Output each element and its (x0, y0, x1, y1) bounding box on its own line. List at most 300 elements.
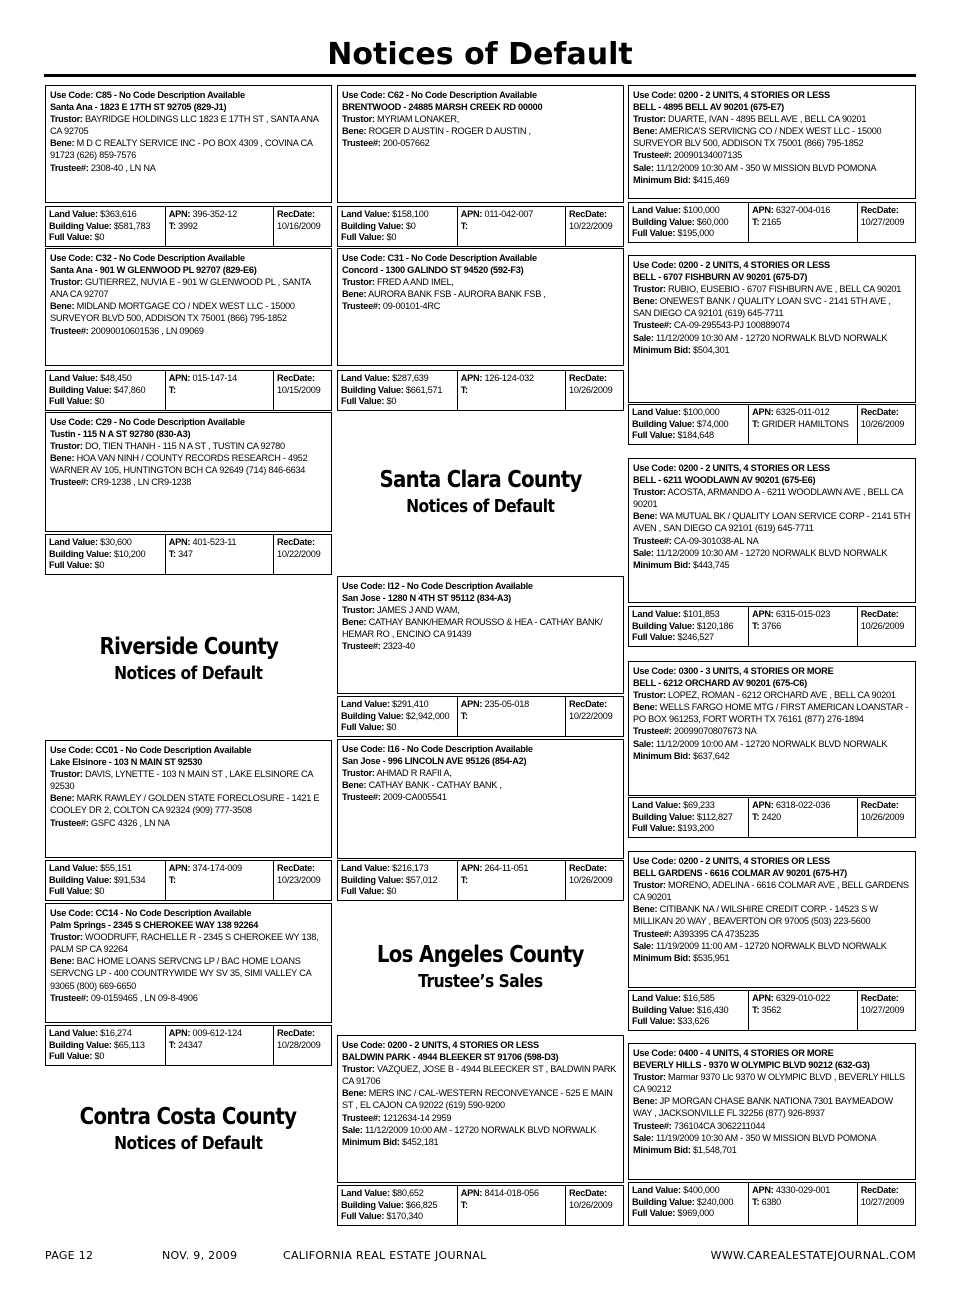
value-cell (166, 861, 274, 900)
rec-date: 10/16/2009 (276, 220, 321, 231)
value-row (337, 206, 624, 247)
full-value-line (341, 232, 454, 244)
value-row (628, 1182, 916, 1226)
building-value-line (49, 385, 162, 397)
full-value-label: Full Value: (632, 823, 676, 833)
trustor-line (633, 486, 911, 510)
trustor-line (342, 604, 619, 616)
trustor-label: Trustor: (342, 605, 375, 616)
trustee-number-line (50, 325, 327, 337)
trustor-line (50, 768, 327, 792)
value-cell (46, 371, 166, 410)
full-value-label: Full Value: (341, 886, 385, 896)
land-value-line (341, 699, 454, 711)
full-value: $193,200 (677, 823, 714, 833)
notice (45, 740, 332, 858)
rec-date-label: RecDate: (276, 863, 315, 873)
full-value: $0 (94, 560, 105, 570)
notice (628, 661, 916, 796)
full-value: $0 (386, 232, 397, 242)
building-value-line (632, 621, 745, 633)
beneficiary-label: Bene: (342, 780, 367, 791)
rec-date: 10/26/2009 (860, 620, 905, 631)
trustee-number-value: 09-00101-4RC (382, 301, 441, 312)
trustee-number-value: 1212634-14 2959 (382, 1112, 452, 1123)
use-code: Use Code: C29 - No Code Description Available (50, 417, 245, 427)
value-row (337, 370, 624, 411)
value-cell (338, 861, 458, 900)
trustor-label: Trustor: (633, 284, 666, 295)
value-cell (749, 1183, 858, 1225)
trustee-number-label: Trustee#: (633, 928, 672, 939)
trustor-label: Trustor: (342, 1064, 375, 1075)
apn-label: APN: (460, 699, 483, 709)
land-value: $80,652 (392, 1188, 424, 1198)
notice (628, 85, 916, 199)
rec-date: 10/22/2009 (276, 548, 321, 559)
beneficiary-line (342, 125, 619, 137)
land-value-label: Land Value: (632, 407, 681, 417)
full-value-line (49, 560, 162, 572)
beneficiary-label: Bene: (342, 126, 367, 137)
trustee-number-value: 200-057662 (382, 138, 430, 149)
sale-info-label: Sale: (633, 940, 654, 951)
rec-date-line (277, 863, 328, 886)
building-value-line (341, 385, 454, 397)
t-value-line (752, 812, 854, 824)
apn: 396-352-12 (192, 209, 237, 219)
apn-label: APN: (752, 1185, 774, 1195)
property-address: Santa Ana - 1823 E 17TH ST 92705 (829-J1) (50, 102, 227, 113)
full-value-label: Full Value: (632, 1016, 676, 1026)
building-value-label: Building Value: (632, 1196, 695, 1207)
land-value: $48,450 (100, 373, 132, 383)
value-cell (629, 203, 749, 242)
building-value-label: Building Value: (341, 384, 404, 395)
land-value: $400,000 (683, 1185, 720, 1195)
beneficiary-value: HOA VAN NINH / COUNTY RECORDS RESEARCH - 4952 WARNER AV 105, HUNTINGTON BCH CA 92649 (714) 846-6634 (50, 453, 308, 476)
value-cell (338, 371, 458, 410)
sale-info-value: 11/12/2009 10:30 AM - 12720 NORWALK BLVD NORWALK (656, 332, 888, 343)
t-value-label: T: (752, 418, 760, 429)
t-value-label: T: (460, 384, 468, 395)
t-value-label: T: (752, 1196, 760, 1207)
minimum-bid-value: $415,469 (693, 174, 730, 185)
land-value-line (632, 205, 745, 217)
beneficiary-value: M D C REALTY SERVICE INC - PO BOX 4309 , COVINA CA 91723 (626) 859-7576 (50, 138, 313, 161)
minimum-bid-label: Minimum Bid: (633, 750, 691, 761)
trustor-value: LOPEZ, ROMAN - 6212 ORCHARD AVE , BELL CA 90201 (668, 690, 896, 701)
value-cell (566, 861, 623, 900)
apn-label: APN: (168, 537, 191, 547)
land-value-line (632, 609, 745, 621)
apn-label: APN: (752, 993, 774, 1003)
land-value: $158,100 (392, 209, 429, 219)
trustor-label: Trustor: (50, 114, 83, 125)
minimum-bid-line (633, 559, 911, 571)
full-value-line (632, 823, 745, 835)
land-value: $101,853 (683, 609, 720, 619)
t-value-line (169, 549, 270, 561)
t-value-label: T: (168, 220, 176, 231)
use-code: Use Code: 0400 - 4 UNITS, 4 STORIES OR MORE (633, 1048, 834, 1058)
riverside-county-heading (45, 580, 332, 740)
rec-date: 10/27/2009 (860, 1196, 905, 1207)
trustor-value: BAYRIDGE HOLDINGS LLC 1823 E 17TH ST , SANTA ANA CA 92705 (50, 114, 319, 137)
rec-date-line (861, 993, 912, 1016)
full-value-label: Full Value: (632, 632, 676, 642)
apn-label: APN: (752, 609, 774, 619)
apn-line (752, 800, 854, 812)
trustor-label: Trustor: (342, 768, 375, 779)
notice (628, 1043, 916, 1180)
use-code: Use Code: CC01 - No Code Description Available (50, 745, 252, 755)
trustee-number-value: 20090134007135 (673, 150, 742, 161)
building-value: $60,000 (696, 216, 729, 227)
trustor-value: GUTIERREZ, NUVIA E - 901 W GLENWOOD PL , SANTA ANA CA 92707 (50, 277, 311, 300)
apn-line (752, 205, 854, 217)
full-value-label: Full Value: (632, 430, 676, 440)
building-value-line (49, 875, 162, 887)
use-code: Use Code: 0300 - 3 UNITS, 4 STORIES OR MORE (633, 666, 834, 676)
value-cell (566, 371, 623, 410)
building-value-line (632, 419, 745, 431)
t-value: 2165 (761, 216, 782, 227)
apn-line (461, 373, 562, 385)
full-value: $33,626 (677, 1016, 709, 1026)
trustor-line (633, 879, 911, 903)
apn: 6327-004-016 (775, 205, 831, 215)
trustee-number-label: Trustee#: (633, 1120, 672, 1131)
rec-date: 10/28/2009 (276, 1039, 321, 1050)
use-code: Use Code: I12 - No Code Description Available (342, 581, 533, 591)
beneficiary-label: Bene: (342, 289, 367, 300)
land-value-label: Land Value: (341, 699, 390, 709)
beneficiary-line (633, 1095, 911, 1119)
land-value-label: Land Value: (632, 609, 681, 619)
property-address: San Jose - 1280 N 4TH ST 95112 (834-A3) (342, 593, 511, 604)
value-cell (46, 535, 166, 574)
apn-line (461, 209, 562, 221)
t-value-line (752, 1197, 854, 1209)
rec-date-line (277, 209, 328, 232)
value-row (628, 606, 916, 647)
county-subtitle: Notices of Default (406, 495, 555, 517)
beneficiary-line (633, 510, 911, 534)
full-value-line (341, 1211, 454, 1223)
beneficiary-label: Bene: (342, 617, 367, 628)
beneficiary-line (50, 792, 327, 816)
sale-info-line (633, 1132, 911, 1144)
building-value: $2,942,000 (405, 710, 450, 721)
full-value-label: Full Value: (632, 1208, 676, 1218)
minimum-bid-label: Minimum Bid: (633, 952, 691, 963)
value-cell (749, 203, 858, 242)
rec-date-label: RecDate: (860, 800, 899, 810)
apn: 6329-010-022 (775, 993, 831, 1003)
use-code: Use Code: C32 - No Code Description Available (50, 253, 245, 263)
t-value-line (169, 1040, 270, 1052)
beneficiary-label: Bene: (50, 138, 75, 149)
rec-date: 10/27/2009 (860, 216, 905, 227)
minimum-bid-line (633, 1144, 911, 1156)
rec-date-line (861, 609, 912, 632)
county-subtitle: Notices of Default (114, 662, 263, 684)
t-value-line (169, 221, 270, 233)
value-cell (858, 798, 915, 837)
t-value-label: T: (460, 874, 468, 885)
building-value-line (341, 1200, 454, 1212)
property-address: BELL GARDENS - 6616 COLMAR AV 90201 (675-H7) (633, 868, 847, 879)
full-value: $0 (94, 1051, 105, 1061)
beneficiary-line (633, 295, 911, 319)
trustor-line (50, 931, 327, 955)
los-angeles-county-heading (337, 903, 624, 1033)
t-value-line (169, 875, 270, 887)
beneficiary-value: MERS INC / CAL-WESTERN RECONVEYANCE - 525 E MAIN ST , EL CAJON CA 92022 (619) 590-9200 (342, 1088, 613, 1111)
property-address: BELL - 6212 ORCHARD AV 90201 (675-C6) (633, 678, 807, 689)
apn: 264-11-051 (484, 863, 529, 873)
value-cell (274, 207, 331, 246)
building-value-line (341, 221, 454, 233)
trustor-line (633, 689, 911, 701)
apn-label: APN: (752, 800, 774, 810)
trustee-number-label: Trustee#: (50, 162, 89, 173)
sale-info-value: 11/12/2009 10:30 AM - 350 W MISSION BLVD POMONA (656, 162, 877, 173)
value-cell (749, 798, 858, 837)
property-address: BELL - 6211 WOODLAWN AV 90201 (675-E6) (633, 475, 816, 486)
rec-date-label: RecDate: (860, 407, 899, 417)
t-value-line (461, 1200, 562, 1212)
beneficiary-value: MIDLAND MORTGAGE CO / NDEX WEST LLC - 15000 SURVEYOR BLVD 500, ADDISON TX 75001 (866) 795-1852 (50, 301, 295, 324)
full-value-label: Full Value: (341, 232, 385, 242)
land-value-label: Land Value: (632, 800, 681, 810)
trustee-number-value: CA-09-295543-PJ 100889074 (673, 320, 790, 331)
trustee-number-line (342, 300, 619, 312)
building-value-label: Building Value: (341, 874, 404, 885)
county-name: Riverside County (99, 633, 278, 660)
t-value-label: T: (168, 548, 176, 559)
value-cell (166, 1026, 274, 1065)
notice (337, 248, 624, 366)
trustor-line (342, 767, 619, 779)
full-value-line (632, 632, 745, 644)
trustor-value: MYRIAM LONAKER, (377, 114, 460, 125)
beneficiary-label: Bene: (633, 296, 658, 307)
rec-date-label: RecDate: (860, 205, 899, 215)
value-row (628, 404, 916, 445)
land-value-label: Land Value: (341, 209, 390, 219)
sale-info-line (633, 547, 911, 559)
apn-line (752, 993, 854, 1005)
rec-date-label: RecDate: (860, 1185, 899, 1195)
beneficiary-label: Bene: (50, 453, 75, 464)
full-value-label: Full Value: (341, 1211, 385, 1221)
value-cell (274, 861, 331, 900)
beneficiary-line (633, 701, 911, 725)
trustor-label: Trustor: (50, 277, 83, 288)
page-title: Notices of Default (327, 37, 633, 72)
trustor-label: Trustor: (342, 114, 375, 125)
land-value-label: Land Value: (49, 863, 98, 873)
t-value: 2420 (761, 811, 782, 822)
trustee-number-label: Trustee#: (633, 726, 672, 737)
apn-label: APN: (752, 205, 774, 215)
beneficiary-value: ONEWEST BANK / QUALITY LOAN SVC - 2141 5TH AVE , SAN DIEGO CA 92101 (619) 645-7711 (633, 296, 891, 319)
building-value: $661,571 (405, 384, 443, 395)
t-value-label: T: (460, 220, 468, 231)
beneficiary-label: Bene: (342, 1088, 367, 1099)
value-cell (629, 607, 749, 646)
trustee-number-line (633, 535, 911, 547)
full-value: $0 (386, 722, 397, 732)
sale-info-value: 11/12/2009 10:00 AM - 12720 NORWALK BLVD NORWALK (656, 738, 888, 749)
trustor-value: MORENO, ADELINA - 6616 COLMAR AVE , BELL GARDENS CA 90201 (633, 880, 909, 903)
building-value-line (49, 1040, 162, 1052)
notice (337, 576, 624, 694)
minimum-bid-value: $452,181 (402, 1136, 439, 1147)
building-value-label: Building Value: (49, 1039, 112, 1050)
rec-date-label: RecDate: (568, 1188, 607, 1198)
apn-label: APN: (168, 1028, 191, 1038)
trustor-value: WOODRUFF, RACHELLE R - 2345 S CHEROKEE WY 138, PALM SP CA 92264 (50, 932, 319, 955)
notice (45, 85, 332, 203)
value-row (45, 860, 332, 901)
land-value-label: Land Value: (49, 537, 98, 547)
property-address: BALDWIN PARK - 4944 BLEEKER ST 91706 (598-D3) (342, 1052, 559, 1063)
trustee-number-line (633, 319, 911, 331)
value-cell (629, 1183, 749, 1225)
minimum-bid-line (633, 952, 911, 964)
apn-line (461, 1188, 562, 1200)
rec-date-label: RecDate: (276, 537, 315, 547)
rec-date: 10/15/2009 (276, 384, 321, 395)
county-subtitle: Notices of Default (114, 1132, 263, 1154)
value-row (337, 696, 624, 737)
full-value: $0 (94, 886, 105, 896)
beneficiary-label: Bene: (50, 956, 75, 967)
building-value: $91,534 (113, 874, 146, 885)
beneficiary-label: Bene: (633, 511, 658, 522)
rec-date: 10/26/2009 (568, 384, 613, 395)
beneficiary-value: WA MUTUAL BK / QUALITY LOAN SERVICE CORP - 2141 5TH AVEN , SAN DIEGO CA 92101 (619) 645-7711 (633, 511, 911, 534)
apn-line (169, 209, 270, 221)
value-cell (46, 861, 166, 900)
trustor-line (633, 1071, 911, 1095)
property-address: Concord - 1300 GALINDO ST 94520 (592-F3) (342, 265, 524, 276)
land-value: $100,000 (683, 407, 720, 417)
building-value: $47,860 (113, 384, 146, 395)
value-cell (338, 1186, 458, 1225)
beneficiary-value: WELLS FARGO HOME MTG / FIRST AMERICAN LOANSTAR - PO BOX 961253, FORT WORTH TX 76161 (877) 276-1894 (633, 702, 909, 725)
apn: 6318-022-036 (775, 800, 831, 810)
rec-date-line (861, 800, 912, 823)
t-value-label: T: (168, 384, 176, 395)
land-value-line (49, 537, 162, 549)
notice (628, 458, 916, 603)
building-value: $240,000 (696, 1196, 734, 1207)
trustee-number-value: 09-0159465 , LN 09-8-4906 (90, 992, 198, 1003)
full-value-label: Full Value: (49, 396, 93, 406)
trustee-number-value: 736104CA 3062211044 (673, 1120, 766, 1131)
trustor-line (633, 113, 911, 125)
footer-journal: CALIFORNIA REAL ESTATE JOURNAL (283, 1249, 487, 1262)
county-name: Contra Costa County (80, 1103, 297, 1130)
value-cell (338, 207, 458, 246)
apn: 015-147-14 (192, 373, 237, 383)
sale-info-value: 11/19/2009 10:30 AM - 350 W MISSION BLVD POMONA (656, 1132, 877, 1143)
land-value: $287,639 (392, 373, 429, 383)
land-value-label: Land Value: (341, 1188, 390, 1198)
beneficiary-value: JP MORGAN CHASE BANK NATIONA 7301 BAYMEADOW WAY , JACKSONVILLE FL 32256 (877) 926-8937 (633, 1096, 893, 1119)
land-value-label: Land Value: (632, 1185, 681, 1195)
trustor-value: FRED A AND IMEL, (377, 277, 454, 288)
trustor-value: AHMAD R RAFII A, (376, 768, 452, 779)
value-cell (858, 203, 915, 242)
land-value: $55,151 (100, 863, 132, 873)
property-address: Lake Elsinore - 103 N MAIN ST 92530 (50, 757, 203, 768)
trustee-number-value: 2308-40 , LN NA (90, 162, 156, 173)
t-value-label: T: (460, 1199, 468, 1210)
apn-label: APN: (168, 209, 191, 219)
sale-info-line (633, 738, 911, 750)
land-value-label: Land Value: (341, 863, 390, 873)
trustee-number-label: Trustee#: (50, 325, 89, 336)
t-value-label: T: (752, 1004, 760, 1015)
beneficiary-label: Bene: (633, 904, 658, 915)
sale-info-label: Sale: (633, 1132, 654, 1143)
building-value-label: Building Value: (632, 620, 695, 631)
trustee-number-line (342, 1112, 619, 1124)
value-cell (274, 535, 331, 574)
land-value: $363,616 (100, 209, 137, 219)
trustee-number-line (633, 1120, 911, 1132)
trustee-number-label: Trustee#: (342, 792, 381, 803)
minimum-bid-line (342, 1136, 619, 1148)
building-value-label: Building Value: (632, 1004, 695, 1015)
trustor-line (50, 113, 327, 137)
property-address: BRENTWOOD - 24885 MARSH CREEK RD 00000 (342, 102, 543, 113)
land-value-line (632, 1185, 745, 1197)
use-code: Use Code: C31 - No Code Description Available (342, 253, 537, 263)
apn-label: APN: (752, 407, 774, 417)
beneficiary-value: AMERICA’S SERVIICNG CO / NDEX WEST LLC - 15000 SURVEYOR BLV 500, ADDISON TX 75001 (866) 795-1852 (633, 126, 882, 149)
apn: 4330-029-001 (775, 1185, 831, 1195)
full-value-line (49, 886, 162, 898)
t-value-line (461, 875, 562, 887)
value-cell (749, 991, 858, 1030)
land-value-line (49, 863, 162, 875)
beneficiary-label: Bene: (633, 126, 658, 137)
building-value-line (632, 217, 745, 229)
footer-url: WWW.CAREALESTATEJOURNAL.COM (710, 1249, 916, 1262)
trustee-number-value: 2323-40 (382, 641, 415, 652)
land-value-line (341, 863, 454, 875)
rec-date-label: RecDate: (276, 1028, 315, 1038)
notice (628, 255, 916, 403)
county-name: Los Angeles County (377, 941, 584, 968)
trustor-label: Trustor: (633, 1072, 666, 1083)
trustor-value: DO, TIEN THANH - 115 N A ST , TUSTIN CA 92780 (85, 441, 285, 452)
t-value: 3562 (761, 1004, 782, 1015)
value-cell (858, 1183, 915, 1225)
apn: 6315-015-023 (775, 609, 831, 619)
land-value-label: Land Value: (49, 373, 98, 383)
building-value-label: Building Value: (632, 811, 695, 822)
trustee-number-line (633, 149, 911, 161)
apn: 8414-018-056 (484, 1188, 539, 1198)
rec-date-label: RecDate: (568, 373, 607, 383)
